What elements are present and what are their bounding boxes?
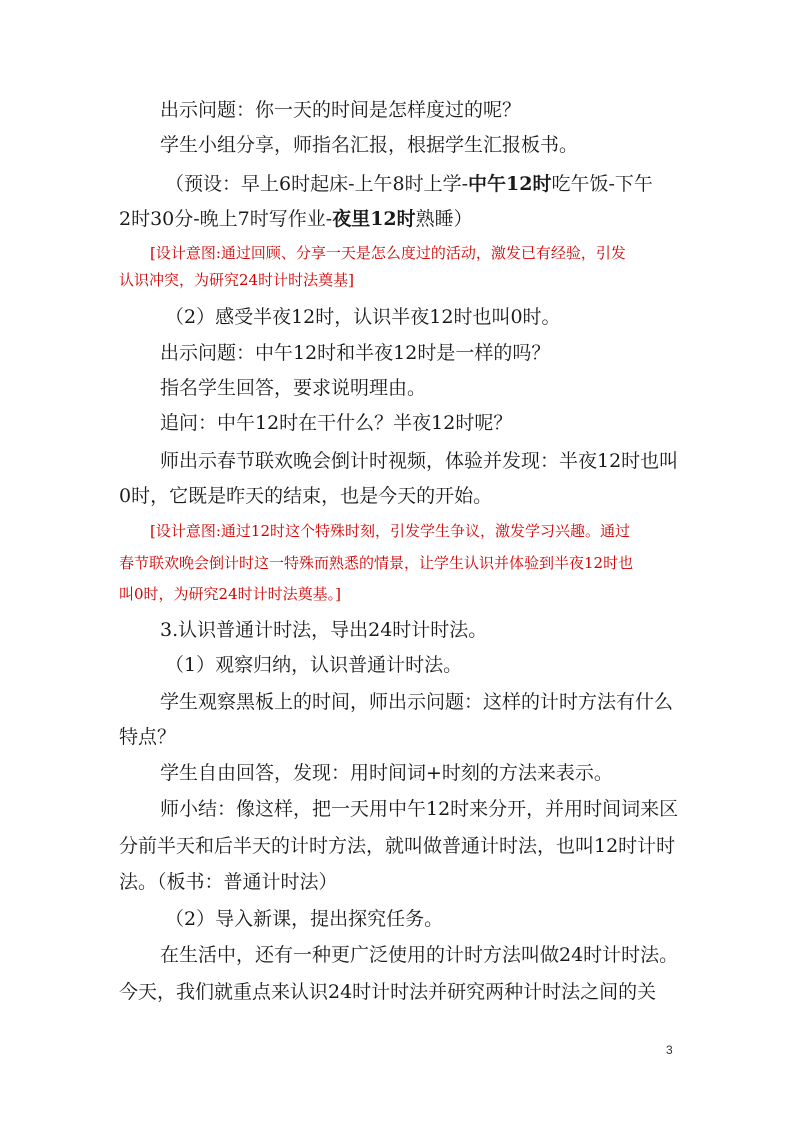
section-heading: 3.认识普通计时法，导出24时计时法。 [160,619,488,641]
text-segment: 熟睡） [415,208,473,230]
paragraph-line: 分前半天和后半天的计时方法，就叫做普通计时法，也叫12时计时 [119,835,676,857]
design-intent-note: [设计意图:通过12时这个特殊时刻，引发学生争议，激发学习兴趣。通过 [150,522,630,540]
paragraph-line: 特点？ [119,726,177,748]
paragraph-line [165,172,735,196]
text-segment: 2时30分-晚上7时写作业- [119,208,333,230]
paragraph-line: 师小结：像这样，把一天用中午12时来分开，并用时间词来区 [160,798,679,820]
paragraph-line: （1）观察归纳，认识普通计时法。 [165,654,463,676]
text-segment: 吃午饭-下午 [551,173,653,195]
paragraph-line: 出示问题：中午12时和半夜12时是一样的吗？ [160,342,551,364]
design-intent-note: 叫0时，为研究24时计时法奠基。] [119,585,341,603]
bold-text: 夜里12时 [332,208,416,230]
design-intent-note: 春节联欢晚会倒计时这一特殊而熟悉的情景，让学生认识并体验到半夜12时也 [119,554,634,572]
bold-text: 中午12时 [468,173,552,195]
design-intent-note: 认识冲突，为研究24时计时法奠基] [119,271,354,289]
paragraph-line: 指名学生回答，要求说明理由。 [160,377,427,399]
paragraph-line [119,207,689,231]
page-number: 3 [666,1043,673,1057]
paragraph-line: （2）导入新课，提出探究任务。 [165,908,444,930]
paragraph-line: 师出示春节联欢晚会倒计时视频，体验并发现：半夜12时也叫 [160,450,679,472]
text-segment: （预设：早上6时起床-上午8时上学- [165,173,469,195]
paragraph-line: 0时，它既是昨天的结束，也是今天的开始。 [119,485,493,507]
paragraph-line: 今天，我们就重点来认识24时计时法并研究两种计时法之间的关 [119,981,657,1003]
paragraph-line: 法。（板书：普通计时法） [119,871,338,893]
design-intent-note: [设计意图:通过回顾、分享一天是怎么度过的活动，激发已有经验，引发 [150,244,626,262]
paragraph-line: 追问：中午12时在干什么？半夜12时呢？ [160,412,513,434]
paragraph-line: 在生活中，还有一种更广泛使用的计时方法叫做24时计时法。 [160,944,679,966]
paragraph-line: 学生自由回答，发现：用时间词+时刻的方法来表示。 [160,762,613,784]
paragraph-line: （2）感受半夜12时，认识半夜12时也叫0时。 [165,306,561,328]
paragraph-line: 出示问题：你一天的时间是怎样度过的呢？ [160,99,522,121]
paragraph-line: 学生小组分享，师指名汇报，根据学生汇报板书。 [160,134,579,156]
paragraph-line: 学生观察黑板上的时间，师出示问题：这样的计时方法有什么 [160,691,674,713]
